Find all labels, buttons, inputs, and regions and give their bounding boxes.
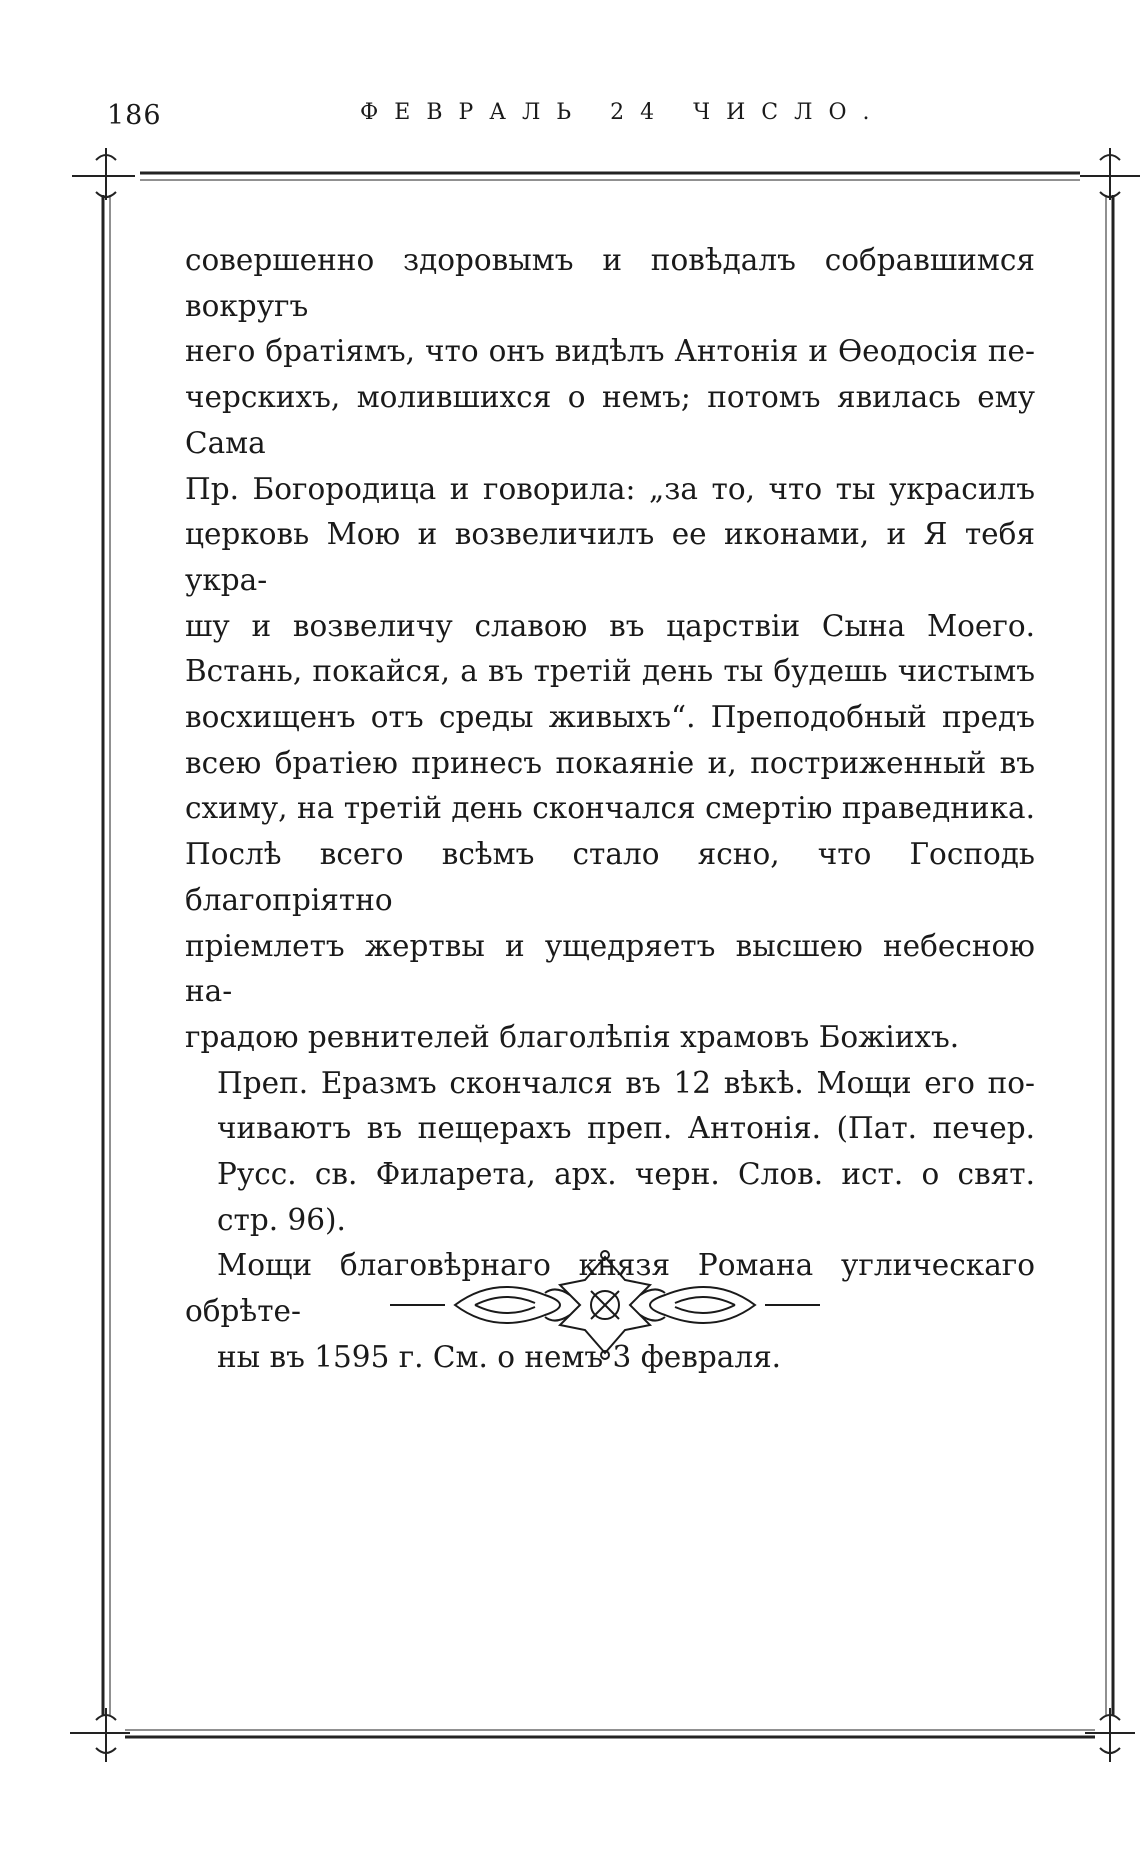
text-line: Встань, покайся, а въ третій день ты будешь чистымъ (185, 654, 1035, 689)
paragraph-2 (185, 1061, 1035, 1244)
page-number: 186 (107, 100, 162, 131)
text-line: церковь Мою и возвеличилъ ее иконами, и Я тебя укра- (185, 517, 1035, 597)
text-line: Послѣ всего всѣмъ стало ясно, что Господь благопріятно (185, 837, 1035, 917)
text-line: стр. 96). (217, 1202, 346, 1237)
text-line: всею братіею принесъ покаяніе и, постриженный въ (185, 745, 1035, 780)
running-head: ФЕВРАЛЬ 24 ЧИСЛО. (360, 100, 886, 125)
text-line: шу и возвеличу славою въ царствіи Сына Моего. (185, 608, 1035, 643)
text-line: Русс. св. Филарета, арх. черн. Слов. ист. о свят. (217, 1157, 1035, 1192)
text-line: черскихъ, молившихся о немъ; потомъ явилась ему Сама (185, 380, 1035, 460)
paragraph-1 (185, 238, 1035, 1061)
body-text (185, 238, 1035, 1381)
text-line: пріемлетъ жертвы и ущедряетъ высшею небесною на- (185, 928, 1035, 1009)
text-line: него братіямъ, что онъ видѣлъ Антонія и Ѳеодосія пе- (185, 334, 1035, 369)
text-line: Мощи благовѣрнаго князя Романа углическаго обрѣте- (185, 1248, 1035, 1329)
text-line: чиваютъ въ пещерахъ преп. Антонія. (Пат. печер. (217, 1111, 1035, 1146)
text-line: ны въ 1595 г. См. о немъ 3 февраля. (217, 1339, 782, 1374)
end-ornament-icon (385, 1245, 825, 1365)
text-line: Пр. Богородица и говорила: „за то, что ты украсилъ (185, 471, 1035, 506)
text-line: схиму, на третій день скончался смертію праведника. (185, 791, 1035, 826)
text-line: восхищенъ отъ среды живыхъ“. Преподобный предъ (185, 700, 1035, 735)
text-line: градою ревнителей благолѣпія храмовъ Божіихъ. (185, 1019, 960, 1054)
text-line: Преп. Еразмъ скончался въ 12 вѣкѣ. Мощи его по- (217, 1065, 1035, 1100)
text-line: совершенно здоровымъ и повѣдалъ собравшимся вокругъ (185, 243, 1035, 323)
